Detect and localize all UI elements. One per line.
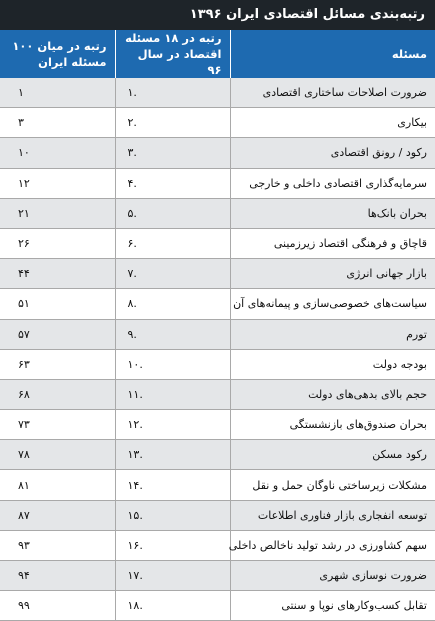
table-row <box>0 228 435 258</box>
rank-18-cell: .۹ <box>115 319 230 349</box>
rank-100-cell: ۸۷ <box>0 500 115 530</box>
rank-18-cell: .۸ <box>115 289 230 319</box>
rank-18-cell: .۳ <box>115 138 230 168</box>
issue-cell: تورم <box>230 319 435 349</box>
table-row <box>0 440 435 470</box>
issue-cell: رکود مسکن <box>230 440 435 470</box>
rank-100-cell: ۵۱ <box>0 289 115 319</box>
issue-cell: توسعه انفجاری بازار فناوری اطلاعات <box>230 500 435 530</box>
rank-18-cell: .۱۱ <box>115 379 230 409</box>
issue-cell: بحران صندوق‌های بازنشستگی <box>230 410 435 440</box>
table-row <box>0 591 435 621</box>
rank-100-cell: ۶۳ <box>0 349 115 379</box>
issue-cell: بودجه دولت <box>230 349 435 379</box>
rank-100-cell: ۸۱ <box>0 470 115 500</box>
table-row <box>0 289 435 319</box>
table-row <box>0 108 435 138</box>
issue-cell: سهم کشاورزی در رشد تولید ناخالص داخلی <box>230 530 435 560</box>
issue-cell: سرمایه‌گذاری اقتصادی داخلی و خارجی <box>230 168 435 198</box>
table-row <box>0 530 435 560</box>
table-row <box>0 410 435 440</box>
rank-18-cell: .۴ <box>115 168 230 198</box>
rank-100-cell: ۶۸ <box>0 379 115 409</box>
issue-cell: تقابل کسب‌وکارهای نوپا و سنتی <box>230 591 435 621</box>
rank-18-cell: .۱۴ <box>115 470 230 500</box>
rank-100-cell: ۹۳ <box>0 530 115 560</box>
rank-100-cell: ۳ <box>0 108 115 138</box>
rank-100-cell: ۷۳ <box>0 410 115 440</box>
issue-cell: بحران بانک‌ها <box>230 198 435 228</box>
rank-100-cell: ۱۰ <box>0 138 115 168</box>
table-row <box>0 138 435 168</box>
issue-cell: ضرورت نوسازی شهری <box>230 561 435 591</box>
header-rank-100: رتبه در میان ۱۰۰ مسئله ایران <box>0 30 115 78</box>
issue-cell: سیاست‌های خصوصی‌سازی و پیمانه‌های آن <box>230 289 435 319</box>
rank-18-cell: .۷ <box>115 259 230 289</box>
table-row <box>0 78 435 108</box>
issue-cell: بیکاری <box>230 108 435 138</box>
table-row <box>0 319 435 349</box>
issue-cell: قاچاق و فرهنگی اقتصاد زیرزمینی <box>230 228 435 258</box>
rank-18-cell: .۱۵ <box>115 500 230 530</box>
rank-18-cell: .۱۷ <box>115 561 230 591</box>
rank-18-cell: .۱ <box>115 78 230 108</box>
table-row <box>0 168 435 198</box>
issue-cell: مشکلات زیرساختی ناوگان حمل و نقل <box>230 470 435 500</box>
rank-18-cell: .۱۳ <box>115 440 230 470</box>
issue-cell: حجم بالای بدهی‌های دولت <box>230 379 435 409</box>
table-row <box>0 500 435 530</box>
rank-100-cell: ۴۴ <box>0 259 115 289</box>
rank-100-cell: ۵۷ <box>0 319 115 349</box>
table-row <box>0 379 435 409</box>
rank-18-cell: .۱۰ <box>115 349 230 379</box>
rank-18-cell: .۵ <box>115 198 230 228</box>
rank-100-cell: ۷۸ <box>0 440 115 470</box>
header-row <box>0 30 435 78</box>
table-row <box>0 561 435 591</box>
issue-cell: رکود / رونق اقتصادی <box>230 138 435 168</box>
ranking-table <box>0 30 435 621</box>
rank-100-cell: ۹۴ <box>0 561 115 591</box>
rank-18-cell: .۱۸ <box>115 591 230 621</box>
rank-18-cell: .۱۲ <box>115 410 230 440</box>
table-title: رتبه‌بندی مسائل اقتصادی ایران ۱۳۹۶ <box>0 0 435 30</box>
header-rank-18: رتبه در ۱۸ مسئله اقتصاد در سال ۹۶ <box>115 30 230 78</box>
table-row <box>0 198 435 228</box>
issue-cell: بازار جهانی انرژی <box>230 259 435 289</box>
issue-cell: ضرورت اصلاحات ساختاری اقتصادی <box>230 78 435 108</box>
rank-18-cell: .۲ <box>115 108 230 138</box>
rank-100-cell: ۲۶ <box>0 228 115 258</box>
rank-100-cell: ۹۹ <box>0 591 115 621</box>
table-row <box>0 349 435 379</box>
rank-100-cell: ۱ <box>0 78 115 108</box>
rank-100-cell: ۱۲ <box>0 168 115 198</box>
table-row <box>0 259 435 289</box>
rank-18-cell: .۶ <box>115 228 230 258</box>
table-row <box>0 470 435 500</box>
rank-18-cell: .۱۶ <box>115 530 230 560</box>
table-body <box>0 78 435 621</box>
header-issue: مسئله <box>230 30 435 78</box>
rank-100-cell: ۲۱ <box>0 198 115 228</box>
